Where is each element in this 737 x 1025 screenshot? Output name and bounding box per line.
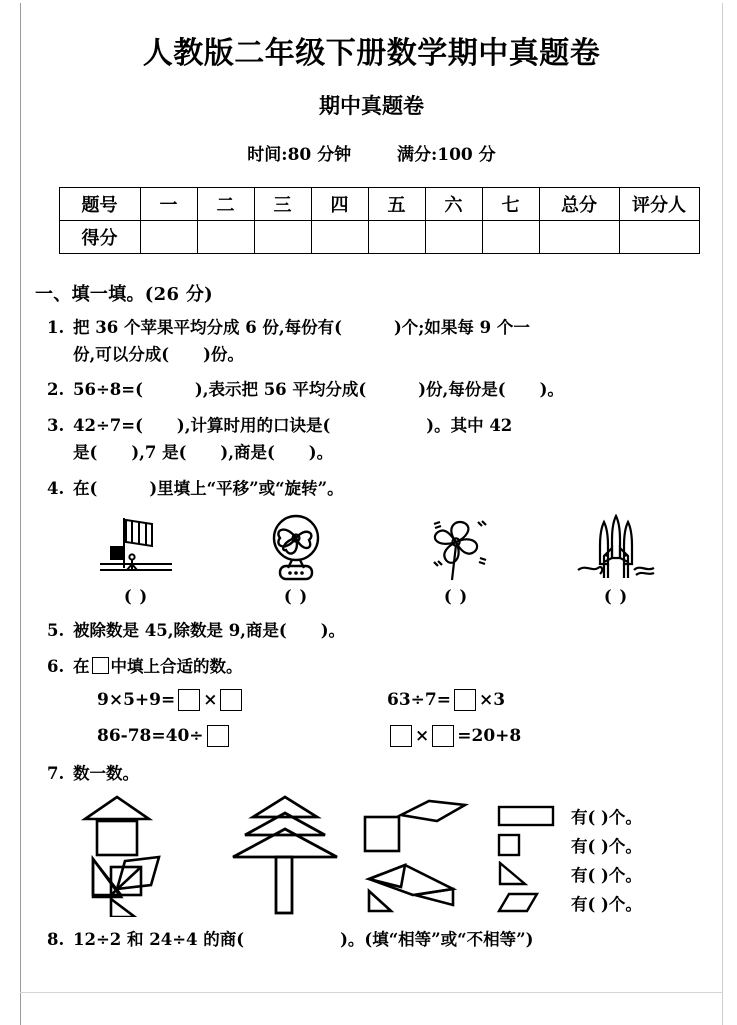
legend-text-rectangle[interactable]: 有( )个。: [571, 807, 642, 827]
question-6-line-1: [73, 654, 722, 681]
question-3-text-a: 42÷7=(: [73, 416, 143, 436]
legend-text-parallelogram[interactable]: 有( )个。: [571, 894, 642, 914]
question-3-text-d: 是(: [73, 442, 98, 462]
legend-row-triangle: [497, 859, 642, 888]
question-6-number: 6.: [47, 657, 65, 677]
page-title: 人教版二年级下册数学期中真题卷: [142, 36, 601, 71]
equation-4: [387, 725, 722, 747]
score-cell-total[interactable]: [539, 221, 619, 254]
rocket-launch-icon: [557, 508, 675, 584]
exam-fullscore-label: 满分:100 分: [397, 145, 496, 165]
question-3: [21, 413, 722, 466]
question-3-text-f: ),商是(: [220, 442, 275, 462]
score-table-col-4: 四: [311, 188, 368, 221]
question-2-line-1: [73, 377, 722, 404]
question-4-blank-2[interactable]: ( ): [283, 587, 309, 607]
section-one-heading: 一、填一填。(26 分): [35, 284, 213, 305]
question-8-text-b: )。(填“相等”或“不相等”): [340, 930, 534, 950]
question-4-text-b: )里填上“平移”或“旋转”。: [149, 478, 344, 498]
right-triangle-shape-icon: [497, 861, 571, 887]
question-2-number: 2.: [47, 380, 65, 400]
score-cell-6[interactable]: [425, 221, 482, 254]
question-2-text-a: 56÷8=(: [73, 380, 143, 400]
electric-fan-icon: [237, 508, 355, 584]
equation-1: [97, 689, 387, 711]
question-2: [21, 377, 722, 404]
legend-text-triangle[interactable]: 有( )个。: [571, 865, 642, 885]
score-cell-5[interactable]: [368, 221, 425, 254]
score-table-row-label-score: 得分: [59, 221, 140, 254]
equation-4-operator: ×: [415, 725, 430, 746]
answer-box[interactable]: [178, 689, 200, 711]
question-2-text-d: )。: [539, 380, 564, 400]
flag-raising-icon: [77, 508, 195, 584]
score-table-col-5: 五: [368, 188, 425, 221]
square-shape-icon: [497, 833, 571, 857]
arrow-tangram-figure: [357, 791, 477, 917]
equation-3-text: 86-78=40÷: [97, 725, 204, 746]
question-7-number: 7.: [47, 763, 65, 783]
score-table: [59, 187, 700, 254]
house-tangram-lower-pieces: [83, 791, 195, 917]
question-5-number: 5.: [47, 621, 65, 641]
question-5-text-a: 被除数是 45,除数是 9,商是(: [73, 621, 287, 641]
question-3-number: 3.: [47, 416, 65, 436]
question-3-text-b: ),计算时用的口诀是(: [176, 416, 331, 436]
score-cell-1[interactable]: [140, 221, 197, 254]
legend-row-rectangle: [497, 801, 642, 830]
question-1-text-a: 把 36 个苹果平均分成 6 份,每份有(: [73, 318, 342, 337]
question-2-text-c: )份,每份是(: [418, 380, 506, 400]
question-8-number: 8.: [47, 930, 65, 950]
picture-cell-rocket: [557, 508, 675, 606]
score-table-col-7: 七: [482, 188, 539, 221]
answer-box[interactable]: [454, 689, 476, 711]
score-cell-grader[interactable]: [619, 221, 699, 254]
table-row-score: [59, 221, 699, 254]
question-4-blank-1[interactable]: ( ): [123, 587, 149, 607]
question-5-text-b: )。: [320, 621, 346, 641]
question-4-text-a: 在(: [73, 478, 98, 498]
question-7-body: [21, 791, 722, 917]
question-1-text-b: )个;如果每 9 个一: [393, 318, 530, 337]
question-1-text-c: 份,可以分成(: [73, 344, 170, 364]
picture-cell-fan: [237, 508, 355, 606]
question-3-line-2: [73, 440, 722, 467]
answer-box[interactable]: [432, 725, 454, 747]
pinwheel-icon: [397, 508, 515, 584]
question-4-blank-3[interactable]: ( ): [443, 587, 469, 607]
score-table-col-total: 总分: [539, 188, 619, 221]
question-4: [21, 476, 722, 503]
question-1-line-2: [73, 342, 722, 369]
score-table-container: [59, 187, 685, 254]
question-1-text-d: )份。: [203, 344, 244, 364]
score-table-col-6: 六: [425, 188, 482, 221]
question-3-text-c: )。其中 42: [426, 416, 513, 436]
question-8-line-1: [73, 927, 722, 954]
score-cell-2[interactable]: [197, 221, 254, 254]
question-2-text-b: ),表示把 56 平均分成(: [194, 380, 367, 400]
equation-2-text: 63÷7=: [387, 689, 451, 710]
question-5-line-1: [73, 618, 722, 645]
score-table-row-label-header: 题号: [59, 188, 140, 221]
question-7-figures: [77, 791, 477, 917]
question-6-text-a: 在: [73, 657, 90, 677]
score-cell-4[interactable]: [311, 221, 368, 254]
picture-cell-pinwheel: [397, 508, 515, 606]
question-1-number: 1.: [47, 318, 65, 337]
question-6: [21, 654, 722, 681]
question-3-text-g: )。: [308, 442, 334, 462]
equation-2: [387, 689, 722, 711]
rectangle-shape-icon: [497, 804, 571, 828]
question-3-text-e: ),7 是(: [131, 442, 187, 462]
question-1-line-1: [73, 315, 722, 342]
page-subtitle: 期中真题卷: [319, 93, 424, 118]
question-6-equations: [21, 689, 722, 747]
question-1: [21, 315, 722, 368]
tree-tangram-figure: [225, 791, 345, 917]
legend-row-parallelogram: [497, 888, 642, 917]
exam-time-label: 时间:80 分钟: [247, 145, 352, 165]
score-table-col-3: 三: [254, 188, 311, 221]
picture-cell-flag: [77, 508, 195, 606]
answer-box[interactable]: [390, 725, 412, 747]
question-7-legend: [497, 801, 642, 917]
question-6-text-b: 中填上合适的数。: [110, 657, 243, 677]
equation-4-tail: =20+8: [457, 725, 522, 746]
question-4-blank-4[interactable]: ( ): [603, 587, 629, 607]
question-5: [21, 618, 722, 645]
question-4-picture-row: [21, 508, 722, 606]
equation-1-text: 9×5+9=: [97, 689, 176, 710]
question-4-line-1: [73, 476, 722, 503]
question-3-line-1: [73, 413, 722, 440]
question-8: [21, 927, 722, 954]
equation-3: [97, 725, 387, 747]
answer-box[interactable]: [220, 689, 242, 711]
score-table-col-grader: 评分人: [619, 188, 699, 221]
equation-1-operator: ×: [203, 689, 218, 710]
question-8-text-a: 12÷2 和 24÷4 的商(: [73, 930, 245, 950]
question-7-text: 数一数。: [73, 763, 139, 783]
page-content: [21, 0, 722, 992]
page-frame-bottom-border: [20, 992, 722, 993]
legend-text-square[interactable]: 有( )个。: [571, 836, 642, 856]
question-4-number: 4.: [47, 478, 65, 498]
equation-2-tail: ×3: [478, 689, 506, 710]
score-cell-7[interactable]: [482, 221, 539, 254]
score-cell-3[interactable]: [254, 221, 311, 254]
score-table-col-2: 二: [197, 188, 254, 221]
answer-box[interactable]: [207, 725, 229, 747]
table-row-header: [59, 188, 699, 221]
page-frame-right-border: [722, 3, 723, 1025]
exam-meta-line: [21, 120, 722, 165]
score-table-col-1: 一: [140, 188, 197, 221]
parallelogram-shape-icon: [497, 891, 571, 915]
legend-row-square: [497, 830, 642, 859]
answer-box[interactable]: [92, 657, 109, 674]
question-7: [21, 761, 722, 788]
